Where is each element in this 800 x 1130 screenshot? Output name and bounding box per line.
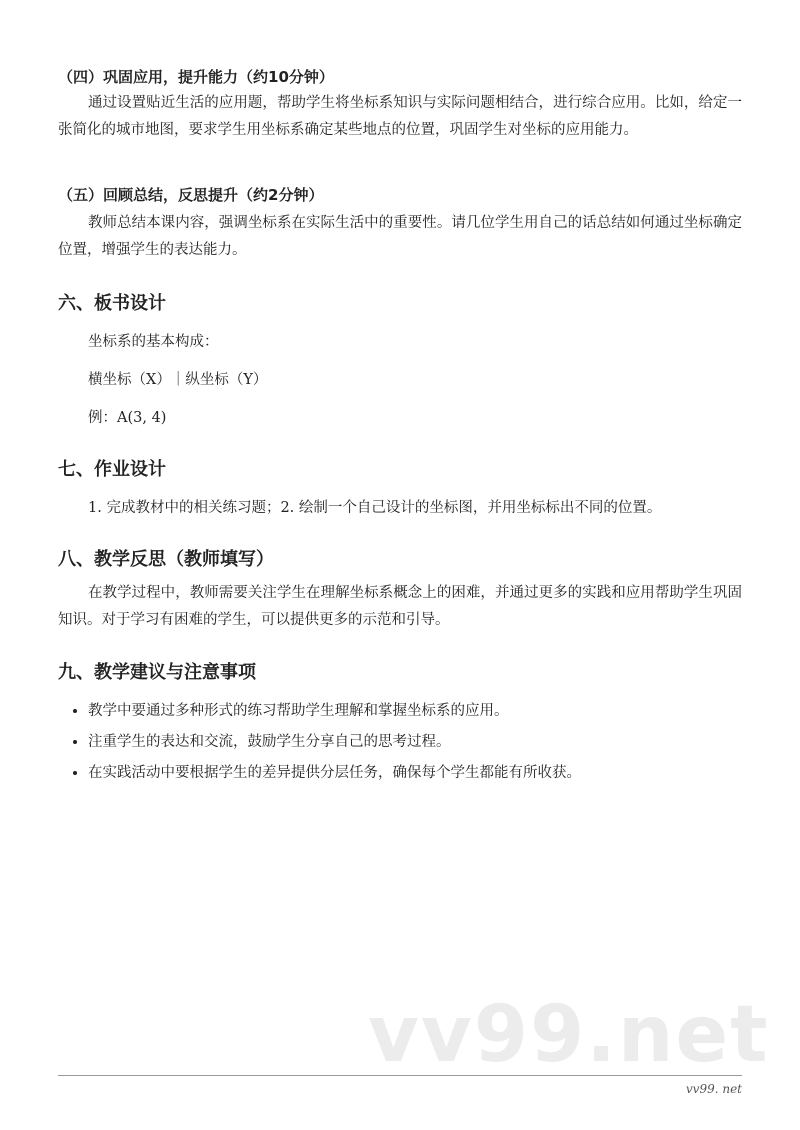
list-item: • 注重学生的表达和交流，鼓励学生分享自己的思考过程。: [88, 727, 581, 758]
advice-heading: 九、教学建议与注意事项: [58, 662, 256, 683]
board-line-1: 坐标系的基本构成：: [88, 334, 219, 350]
watermark: vv99.net: [368, 990, 770, 1080]
section-5-heading: （五）回顾总结，反思提升（约2分钟）: [58, 186, 324, 204]
footer-divider: [58, 1075, 742, 1076]
board-line-2: 横坐标（X）｜纵坐标（Y）: [88, 372, 268, 388]
reflection-heading: 八、教学反思（教师填写）: [58, 549, 274, 570]
list-item: • 教学中要通过多种形式的练习帮助学生理解和掌握坐标系的应用。: [88, 696, 581, 727]
homework-heading: 七、作业设计: [58, 459, 166, 480]
section-4-heading: （四）巩固应用，提升能力（约10分钟）: [58, 68, 334, 86]
list-item: • 在实践活动中要根据学生的差异提供分层任务，确保每个学生都能有所收获。: [88, 758, 581, 789]
board-line-3: 例：A(3, 4): [88, 410, 167, 426]
board-design-heading: 六、板书设计: [58, 293, 166, 314]
reflection-text: 在教学过程中，教师需要关注学生在理解坐标系概念上的困难，并通过更多的实践和应用帮助学生巩固知识。对于学习有困难的学生，可以提供更多的示范和引导。: [58, 585, 742, 628]
section-5-text: 教师总结本课内容，强调坐标系在实际生活中的重要性。请几位学生用自己的话总结如何通过坐标确定位置，增强学生的表达能力。: [58, 215, 742, 258]
homework-text: 1. 完成教材中的相关练习题；2. 绘制一个自己设计的坐标图，并用坐标标出不同的位置。: [88, 500, 662, 516]
advice-list: [58, 696, 581, 789]
section-4-text: 通过设置贴近生活的应用题，帮助学生将坐标系知识与实际问题相结合，进行综合应用。比如，给定一张简化的城市地图，要求学生用坐标系确定某些地点的位置，巩固学生对坐标的应用能力。: [58, 95, 742, 138]
footer-site: vv99. net: [685, 1082, 742, 1096]
